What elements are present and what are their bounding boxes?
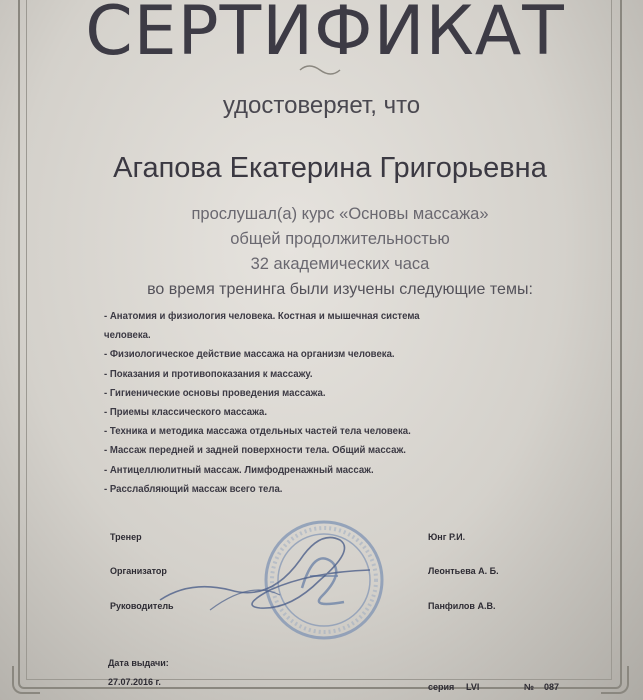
topic-item: - Массаж передней и задней поверхности тела. Общий массаж. xyxy=(104,445,406,457)
certificate-title: СЕРТИФИКАТ xyxy=(85,0,565,71)
signature-name: Леонтьева А. Б. xyxy=(428,566,499,576)
topic-item: - Показания и противопоказания к массажу. xyxy=(104,368,313,380)
topic-item: - Техника и методика массажа отдельных частей тела человека. xyxy=(104,426,411,438)
topic-item: - Физиологическое действие массажа на организм человека. xyxy=(104,349,395,361)
topic-item: человека. xyxy=(104,330,151,342)
series-value: LVI xyxy=(466,682,480,692)
recipient-name: Агапова Екатерина Григорьевна xyxy=(113,152,547,184)
signature-name: Юнг Р.И. xyxy=(428,532,466,542)
topic-item: - Приемы классического массажа. xyxy=(104,406,267,419)
issue-date-label: Дата выдачи: xyxy=(108,658,169,668)
topics-header: во время тренинга были изучены следующие темы: xyxy=(147,281,533,298)
signature-role: Руководитель xyxy=(110,601,174,611)
signature-role: Организатор xyxy=(110,566,167,576)
number-value: 087 xyxy=(544,682,560,692)
corner-ornament-left xyxy=(12,666,40,694)
issue-date: 27.07.2016 г. xyxy=(108,677,161,687)
course-description xyxy=(40,202,640,302)
certificate-subtitle: удостоверяет, что xyxy=(222,92,421,119)
series-label: серия xyxy=(428,682,455,692)
signature-name: Панфилов А.В. xyxy=(428,601,496,611)
course-line: общей продолжительностью xyxy=(230,230,450,248)
topic-item: - Гигиенические основы проведения массажа. xyxy=(104,387,326,399)
signature-scribble xyxy=(150,520,380,630)
signature-role: Тренер xyxy=(110,532,142,542)
corner-ornament-right xyxy=(601,666,629,694)
topic-item: - Антицеллюлитный массаж. Лимфодренажный массаж. xyxy=(104,464,374,476)
topic-item: - Анатомия и физиология человека. Костная и мышечная система xyxy=(104,310,420,323)
topics-list xyxy=(104,307,544,499)
course-line: 32 академических часа xyxy=(250,255,430,273)
divider-ornament xyxy=(298,62,342,78)
number-label: № xyxy=(524,682,535,692)
topic-item: - Расслабляющий массаж всего тела. xyxy=(104,483,283,495)
course-line: прослушал(а) курс «Основы массажа» xyxy=(191,205,489,223)
